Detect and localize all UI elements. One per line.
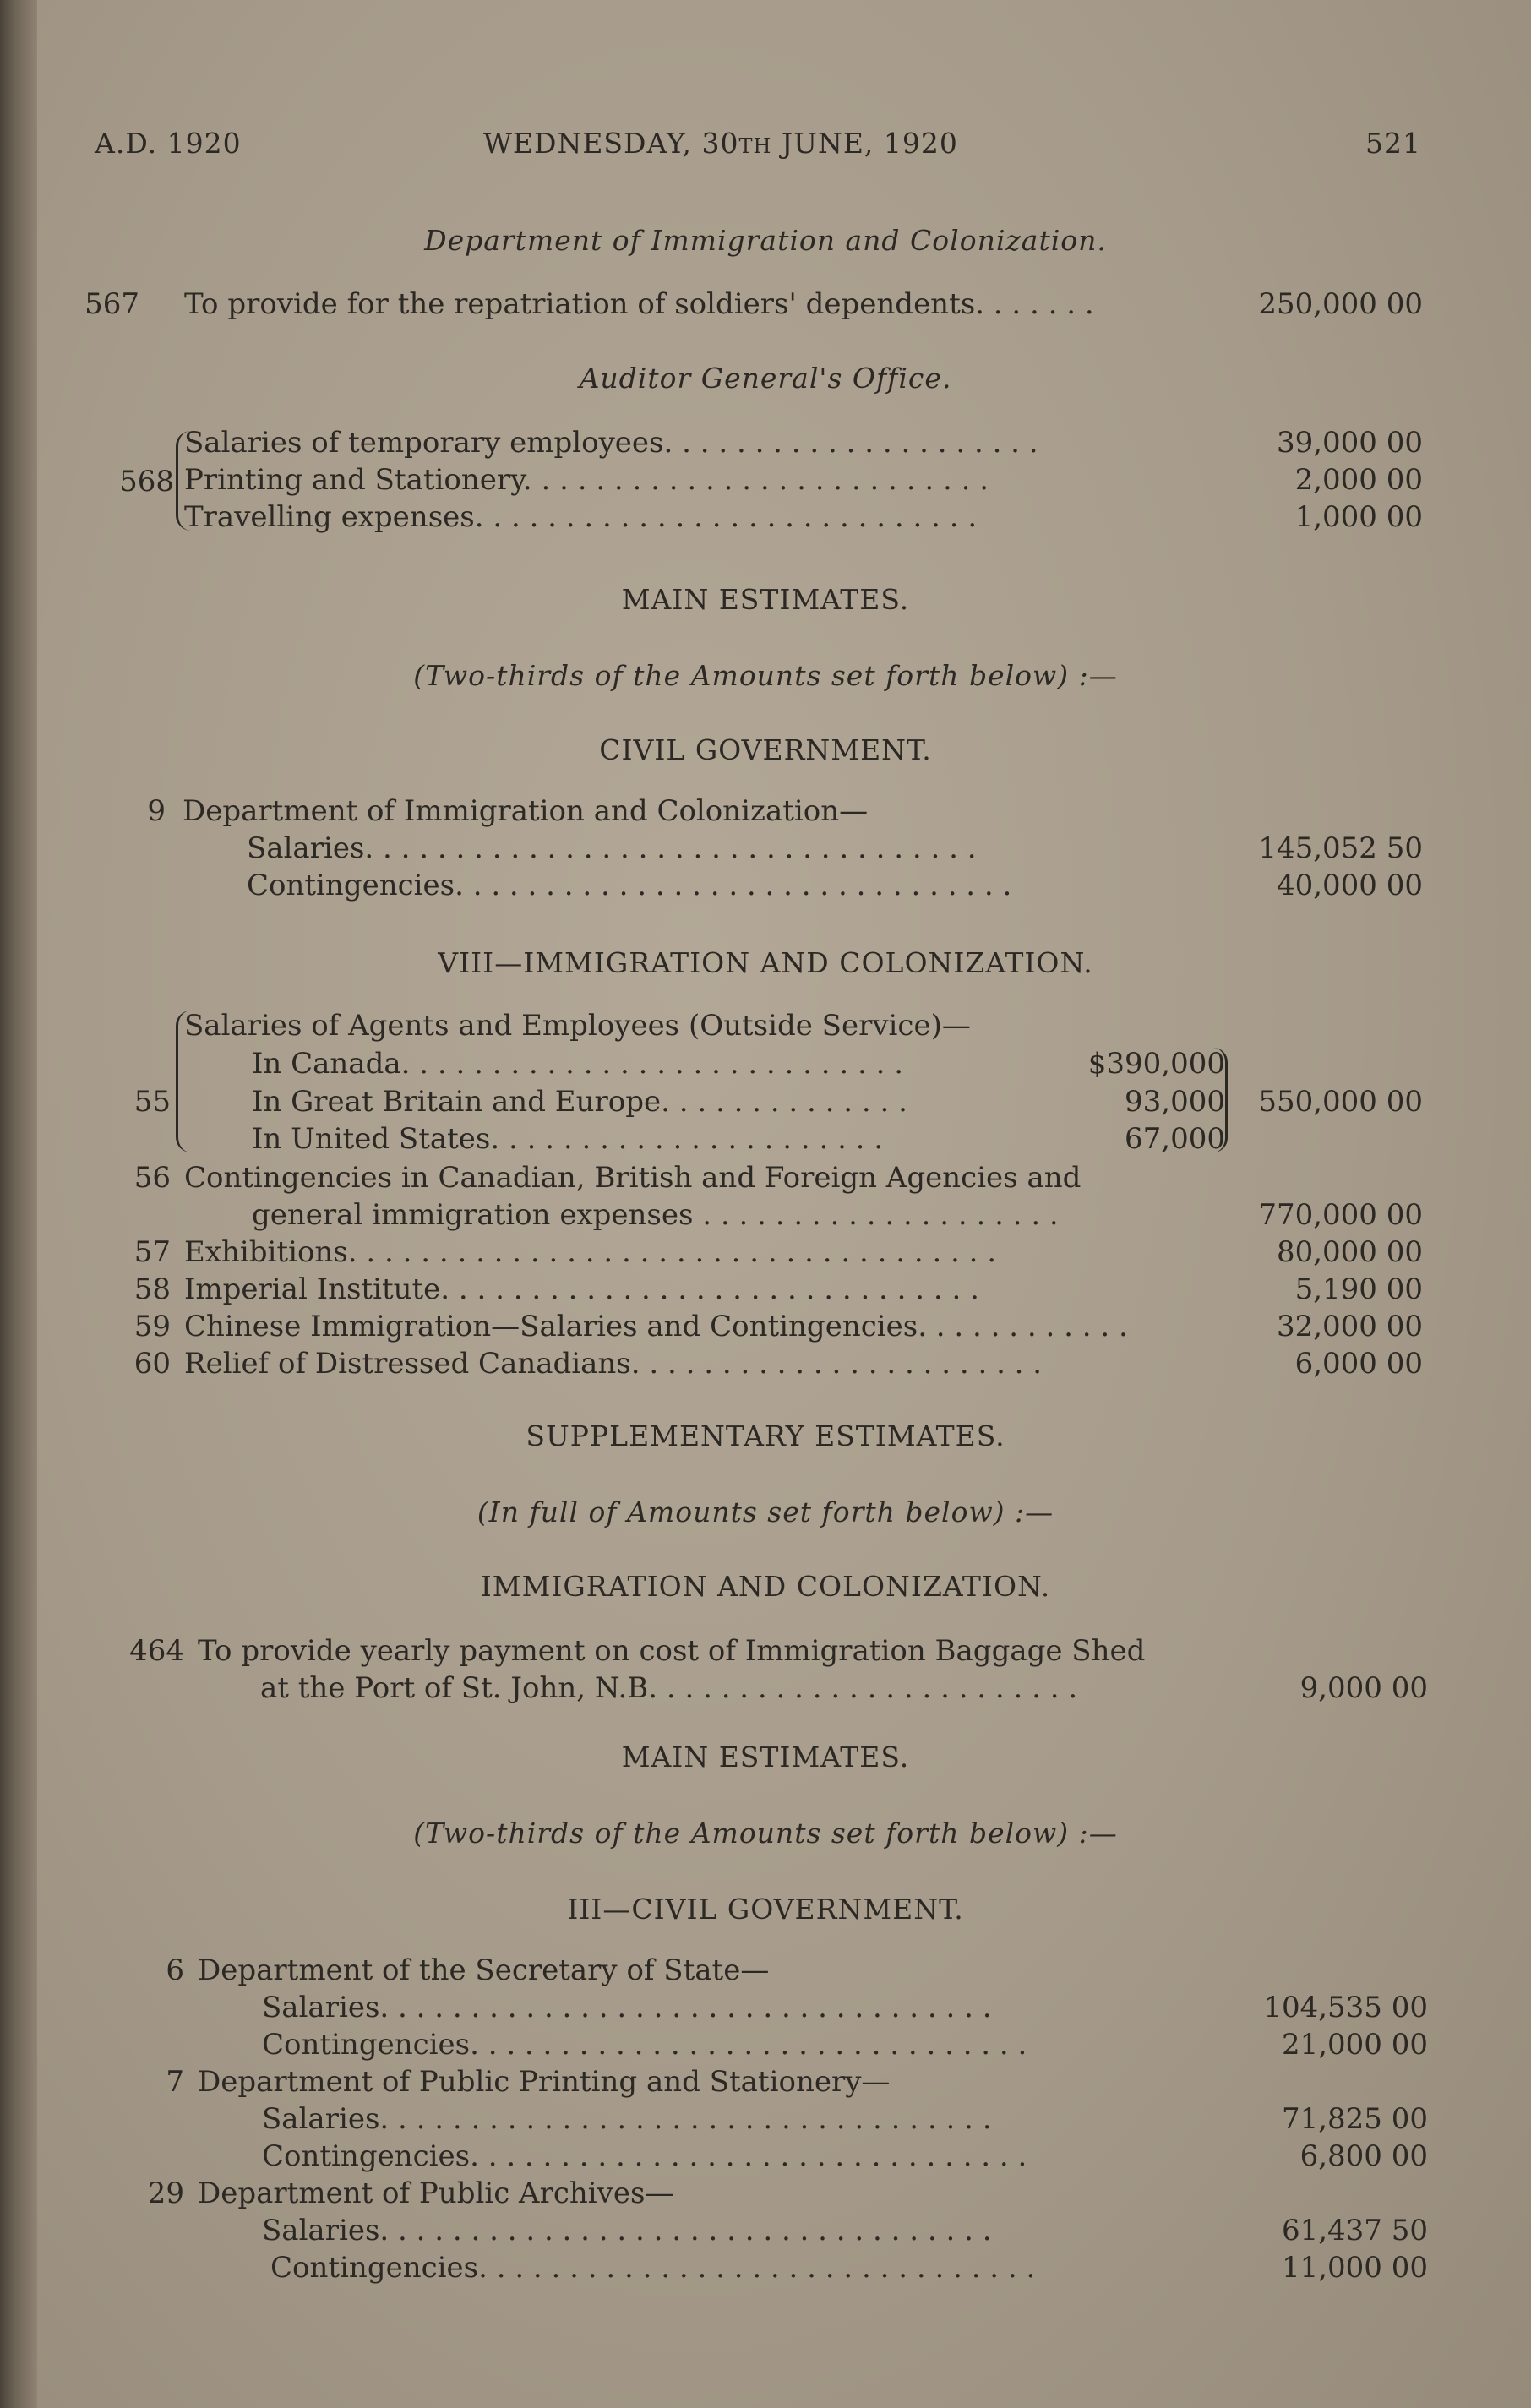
header-year: A.D. 1920 [95, 127, 242, 160]
section-subheading-two-thirds: (Two-thirds of the Amounts set forth below) :— [413, 659, 1118, 692]
item-55-united-states: In United States. . . . . . . . . . . . . . . . . . . . . . 67,000 [252, 1122, 1225, 1156]
item-464: 464 To provide yearly payment on cost of Immigration Baggage Shed [129, 1634, 1146, 1668]
item-56: 56 Contingencies in Canadian, British and Foreign Agencies and [133, 1161, 1082, 1195]
section-heading-supplementary: SUPPLEMENTARY ESTIMATES. [526, 1419, 1005, 1452]
item-57: 57 Exhibitions. . . . . . . . . . . . . . . . . . . . . . . . . . . . . . . . . . . . 80,000 00 [133, 1235, 1423, 1269]
item-29-contingencies: Contingencies. . . . . . . . . . . . . . . . . . . . . . . . . . . . . . . 11,000 00 [270, 2251, 1428, 2285]
header-date: WEDNESDAY, 30TH JUNE, 1920 [483, 127, 958, 160]
section-heading-immigration-colonization: IMMIGRATION AND COLONIZATION. [480, 1570, 1051, 1603]
item-568-salaries: Salaries of temporary employees. . . . . . . . . . . . . . . . . . . . . 39,000 00 [184, 426, 1423, 460]
item-55-britain: 55 In Great Britain and Europe. . . . . . . . . . . . . . 93,000 550,000 00 [133, 1085, 1423, 1119]
item-7: 7 Department of Public Printing and Stationery— [166, 2065, 891, 2099]
item-9-contingencies: Contingencies. . . . . . . . . . . . . . . . . . . . . . . . . . . . . . . 40,000 00 [247, 869, 1423, 902]
section-heading-civil-government: CIVIL GOVERNMENT. [599, 733, 932, 766]
item-568-number: 568 [119, 465, 174, 498]
item-59: 59 Chinese Immigration—Salaries and Contingencies. . . . . . . . . . . . 32,000 00 [133, 1310, 1423, 1343]
section-heading-immigration-dept: Department of Immigration and Colonization. [424, 224, 1107, 257]
item-6-contingencies: Contingencies. . . . . . . . . . . . . . . . . . . . . . . . . . . . . . . 21,000 00 [262, 2028, 1428, 2062]
item-56-line2: general immigration expenses . . . . . . . . . . . . . . . . . . . . 770,000 00 [252, 1198, 1423, 1232]
item-568-travelling: Travelling expenses. . . . . . . . . . . . . . . . . . . . . . . . . . . . 1,000 00 [184, 500, 1423, 534]
item-amount: 250,000 00 [1258, 287, 1423, 321]
item-55-canada: In Canada. . . . . . . . . . . . . . . . . . . . . . . . . . . . $390,000 [252, 1047, 1225, 1081]
item-29-salaries: Salaries. . . . . . . . . . . . . . . . . . . . . . . . . . . . . . . . . . 61,437 50 [262, 2214, 1428, 2247]
item-464-line2: at the Port of St. John, N.B. . . . . . . . . . . . . . . . . . . . . . . . 9,000 00 [260, 1671, 1428, 1705]
page-header [95, 127, 1421, 169]
item-58: 58 Imperial Institute. . . . . . . . . . . . . . . . . . . . . . . . . . . . . . 5,190 00 [133, 1272, 1423, 1306]
page-number: 521 [1365, 127, 1421, 160]
item-6-salaries: Salaries. . . . . . . . . . . . . . . . . . . . . . . . . . . . . . . . . . 104,535 00 [262, 1991, 1428, 2024]
section-heading-auditor: Auditor General's Office. [579, 362, 952, 395]
brace-55-right [1213, 1048, 1228, 1152]
item-7-salaries: Salaries. . . . . . . . . . . . . . . . . . . . . . . . . . . . . . . . . . 71,825 00 [262, 2102, 1428, 2136]
item-6: 6 Department of the Secretary of State— [166, 1953, 770, 1987]
item-description: To provide for the repatriation of soldiers' dependents. . . . . . . [184, 287, 1094, 321]
item-567 [0, 286, 1531, 323]
item-number: 567 [84, 287, 139, 321]
item-9: 9 Department of Immigration and Colonization— [147, 794, 869, 828]
section-heading-main-estimates-2: MAIN ESTIMATES. [621, 1741, 910, 1773]
item-29: 29 Department of Public Archives— [147, 2176, 674, 2210]
section-heading-main-estimates: MAIN ESTIMATES. [621, 583, 910, 616]
item-568-printing: Printing and Stationery. . . . . . . . . . . . . . . . . . . . . . . . . . 2,000 00 [184, 463, 1423, 497]
item-60: 60 Relief of Distressed Canadians. . . . . . . . . . . . . . . . . . . . . . . 6,000 00 [133, 1347, 1423, 1381]
section-subheading-two-thirds-2: (Two-thirds of the Amounts set forth below) :— [413, 1817, 1118, 1850]
section-subheading-in-full: (In full of Amounts set forth below) :— [477, 1495, 1054, 1528]
section-heading-iii-civil-government: III—CIVIL GOVERNMENT. [567, 1893, 964, 1926]
item-7-contingencies: Contingencies. . . . . . . . . . . . . . . . . . . . . . . . . . . . . . . 6,800 00 [262, 2139, 1428, 2173]
item-55-heading: Salaries of Agents and Employees (Outside Service)— [184, 1009, 971, 1043]
item-9-salaries: Salaries. . . . . . . . . . . . . . . . . . . . . . . . . . . . . . . . . . 145,052 50 [247, 831, 1423, 865]
section-heading-viii: VIII—IMMIGRATION AND COLONIZATION. [438, 946, 1093, 979]
